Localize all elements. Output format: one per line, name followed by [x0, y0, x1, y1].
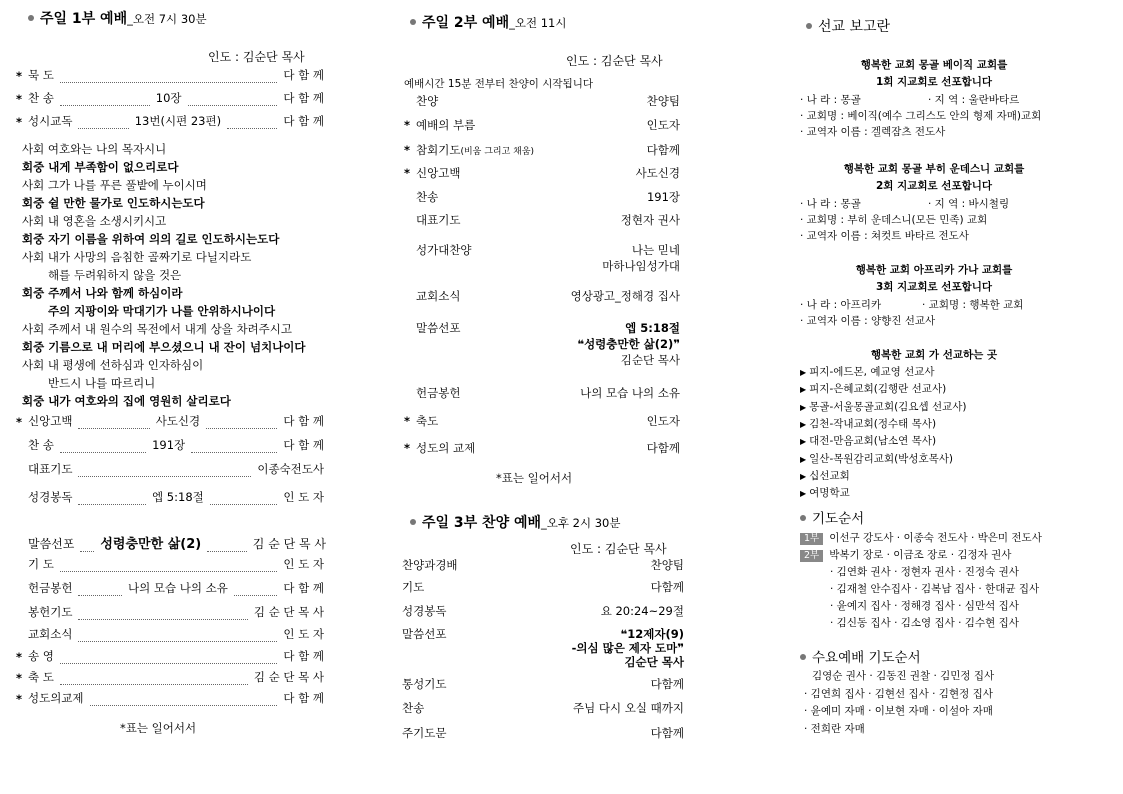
mission-detail: · 교회명 : 부히 운데스니(모든 민족) 교회: [800, 214, 988, 226]
bullet-dot-icon: [410, 19, 416, 25]
service1-footnote: *표는 일어서서: [120, 721, 197, 735]
order-label: [404, 385, 460, 401]
required-star: *: [16, 92, 23, 106]
order-detail: 나의 모습 나의 소유: [127, 581, 228, 595]
order-label-text: 교회소식: [416, 289, 461, 303]
reading-line: 사회 주께서 내 원수의 목전에서 내게 상을 차려주시고: [22, 322, 292, 336]
order-value: 인도자: [646, 414, 680, 428]
prayer-names: · 김연화 권사 · 정현자 권사 · 진정숙 권사: [830, 566, 1019, 578]
order-label: [404, 413, 438, 429]
order-label: [404, 320, 460, 336]
reading-line: 사회 그가 나를 푸른 풀밭에 누이시며: [22, 178, 207, 192]
order-label-text: 대표기도: [416, 213, 461, 227]
required-star: *: [16, 692, 23, 706]
order-label: 송 영: [28, 649, 54, 663]
bullet-dot-icon: [800, 515, 806, 521]
service2-time: _오전 11시: [509, 16, 567, 30]
order-row: [16, 489, 324, 505]
order-value: 인 도 자: [283, 490, 324, 504]
supported-item-text: 피지-에드몬, 예교영 선교사: [809, 366, 935, 378]
prayer-names: · 김재철 안수집사 · 김복남 집사 · 한대균 집사: [830, 583, 1040, 595]
mission-subheadline: 2회 지교회로 선포합니다: [875, 180, 993, 192]
order-label-note: (비움 그리고 채움): [460, 147, 535, 157]
order-label-text: 신앙고백: [416, 166, 461, 180]
triangle-bullet-icon: ▶: [800, 454, 807, 464]
mission-report-title: [806, 16, 890, 36]
dot-leader: [210, 495, 278, 505]
dot-leader: [78, 632, 277, 642]
reading-line: 회중 쉴 만한 물가로 인도하시는도다: [22, 196, 205, 210]
prayer-names: · 김신동 집사 · 김소영 집사 · 김수현 집사: [830, 617, 1019, 629]
mission-detail: · 나 라 : 몽골: [800, 198, 861, 210]
supported-item: [800, 451, 953, 466]
service-badge: 2부: [800, 550, 823, 562]
order-value: 나는 믿네: [631, 243, 680, 257]
dot-leader: [78, 119, 128, 129]
order-value: 마하나임성가대: [602, 259, 680, 273]
mission-detail: · 지 역 : 울란바타르: [928, 94, 1020, 106]
supported-item: [800, 468, 850, 483]
order-value: 찬양팀: [646, 94, 680, 108]
order-row: [16, 67, 324, 83]
required-star: *: [404, 166, 411, 180]
required-star: *: [16, 69, 23, 83]
wednesday-prayer-row: · 전희란 자매: [804, 722, 865, 735]
order-label: 찬 송: [28, 438, 54, 452]
reading-line: 주의 지팡이와 막대기가 나를 안위하시나이다: [48, 304, 276, 318]
order-value: 다 함 께: [283, 91, 325, 105]
order-label: 대표기도: [28, 462, 73, 476]
order-label: 교회소식: [28, 627, 73, 641]
order-value: 사도신경: [635, 166, 680, 180]
dot-leader: [78, 586, 122, 596]
service1-title: [28, 8, 207, 28]
service2-footnote: *표는 일어서서: [496, 471, 573, 485]
prayer-names: 박복기 장로 · 이금조 장로 · 김정자 권사: [829, 549, 1012, 561]
mission-detail: · 교역자 이름 : 겔렉잠츠 전도사: [800, 126, 946, 138]
order-value: 191장: [646, 190, 680, 204]
order-detail: 사도신경: [155, 414, 201, 428]
mission-subheadline: 1회 지교회로 선포합니다: [875, 76, 993, 88]
order-label: [404, 440, 475, 456]
order-value: 요 20:24~29절: [600, 604, 684, 618]
mission-detail: · 나 라 : 몽골: [800, 94, 861, 106]
reading-line: 회중 자기 이름을 위하여 의의 길로 인도하시는도다: [22, 232, 280, 246]
supported-item-text: 십선교회: [809, 469, 850, 482]
supported-item: [800, 364, 935, 379]
sermon-preacher: 김 순 단 목 사: [252, 537, 326, 551]
dot-leader: [206, 419, 277, 429]
dot-leader: [188, 96, 278, 106]
bullet-dot-icon: [800, 654, 806, 660]
wednesday-prayer-row: · 김연희 집사 · 김현선 집사 · 김현정 집사: [804, 687, 993, 700]
mission-subheadline: 3회 지교회로 선포합니다: [875, 281, 993, 293]
supported-item: [800, 416, 936, 431]
order-label: 주기도문: [402, 726, 447, 740]
order-value: 인 도 자: [283, 557, 324, 571]
order-value: 나의 모습 나의 소유: [580, 386, 680, 400]
order-value: 다 함 께: [283, 691, 324, 705]
order-detail: 엡 5:18절: [152, 490, 204, 504]
order-row: [16, 461, 324, 477]
mission-detail: · 나 라 : 아프리카: [800, 299, 882, 311]
order-row: [16, 604, 324, 620]
order-label: 축 도: [28, 670, 54, 684]
order-value: ❝성령충만한 삶(2)❞: [577, 337, 680, 351]
order-label: 봉헌기도: [28, 605, 73, 619]
wednesday-prayer-row: · 윤예미 자매 · 이보현 자매 · 이설아 자매: [804, 705, 993, 717]
wednesday-prayer-title-text: 수요예배 기도순서: [812, 650, 921, 666]
dot-leader: [227, 119, 277, 129]
order-label: 성시교독: [28, 114, 73, 128]
service1-title-main: 주일 1부 예배: [40, 11, 128, 27]
required-star: *: [404, 441, 411, 455]
order-label: 통성기도: [402, 677, 447, 691]
order-value: 인 도 자: [283, 627, 324, 641]
prayer-row: [830, 581, 1039, 596]
order-label: [404, 212, 460, 228]
order-label: 찬송: [402, 701, 425, 715]
prayer-row: [800, 547, 1011, 562]
triangle-bullet-icon: ▶: [800, 385, 807, 395]
order-row: [16, 626, 324, 642]
order-value: 다함께: [646, 143, 680, 157]
order-label: 성도의교제: [28, 691, 84, 705]
order-row: [16, 413, 324, 429]
supported-item-text: 김천-작내교회(정수태 목사): [809, 417, 937, 430]
order-label: 성경봉독: [28, 490, 73, 504]
order-value: 엡 5:18절: [625, 321, 680, 335]
supported-item-text: 피지-은혜교회(김행란 선교사): [809, 383, 947, 396]
order-value: 인도자: [646, 118, 680, 132]
order-value: 다 함 께: [283, 438, 325, 452]
dot-leader: [80, 542, 94, 552]
dot-leader: [60, 675, 248, 685]
order-label: 찬 송: [28, 91, 54, 105]
wednesday-prayer-row: 김영순 권사 · 김동진 권찰 · 김민정 집사: [812, 670, 995, 682]
supported-item: [800, 485, 850, 500]
supported-item-text: 몽골-서울몽골교회(김요셉 선교사): [809, 400, 967, 413]
order-value: 다함께: [650, 580, 684, 594]
triangle-bullet-icon: ▶: [800, 489, 807, 499]
required-star: *: [16, 671, 23, 685]
order-label-text: 찬양: [416, 94, 439, 108]
reading-line: 사회 여호와는 나의 목자시니: [22, 142, 167, 156]
supported-item-text: 일산-목원감리교회(박성호목사): [809, 452, 953, 465]
dot-leader: [234, 586, 278, 596]
dot-leader: [78, 419, 149, 429]
prayer-names: 이선구 강도사 · 이종숙 전도사 · 박은미 전도사: [829, 532, 1042, 544]
order-label: [404, 142, 534, 158]
sermon-title: 성령충만한 삶(2): [100, 537, 202, 552]
order-row: [16, 690, 324, 706]
service2-title: [410, 12, 566, 32]
order-value: 김순단 목사: [624, 655, 684, 669]
order-value: 영상광고_정해경 집사: [570, 289, 680, 303]
order-label: 기 도: [28, 557, 54, 571]
order-detail: 10장: [155, 91, 182, 105]
dot-leader: [207, 542, 247, 552]
dot-leader: [78, 467, 251, 477]
order-row: [16, 648, 324, 664]
order-value: 김 순 단 목 사: [253, 605, 324, 619]
order-value: 다함께: [650, 677, 684, 691]
service3-time: _오후 2시 30분: [541, 516, 621, 530]
order-label-text: 참회기도: [416, 143, 461, 157]
mission-report-title-text: 선교 보고란: [818, 19, 891, 35]
mission-headline: 행복한 교회 몽골 부히 운데스니 교회를: [843, 163, 1025, 175]
service3-title: [410, 512, 620, 532]
dot-leader: [60, 562, 277, 572]
prayer-order-title-text: 기도순서: [812, 511, 865, 527]
reading-line: 회중 내가 여호와의 집에 영원히 살리로다: [22, 394, 231, 408]
order-row: [16, 90, 324, 106]
order-label: 묵 도: [28, 68, 54, 82]
triangle-bullet-icon: ▶: [800, 402, 807, 412]
required-star: *: [16, 650, 23, 664]
order-label-text: 예배의 부름: [416, 118, 476, 132]
reading-line: 회중 기름으로 내 머리에 부으셨으니 내 잔이 넘치나이다: [22, 340, 306, 354]
required-star: *: [404, 414, 411, 428]
service2-leader: 인도 : 김순단 목사: [566, 54, 663, 68]
mission-detail: · 교회명 : 베이직(예수 그리스도 안의 형제 자매)교회: [800, 110, 1042, 122]
order-label-text: 말씀선포: [416, 321, 461, 335]
order-value: 다 함 께: [283, 414, 325, 428]
prayer-row: [830, 615, 1019, 630]
order-label: 성경봉독: [402, 604, 447, 618]
required-star: *: [16, 415, 23, 429]
order-row: [16, 113, 324, 129]
reading-line: 사회 내 영혼을 소생시키시고: [22, 214, 167, 228]
prayer-order-title: [800, 507, 864, 527]
mission-headline: 행복한 교회 몽골 베이직 교회를: [860, 59, 1008, 71]
bullet-dot-icon: [28, 15, 34, 21]
order-row: [16, 437, 324, 453]
responsive-reading: [22, 140, 306, 410]
prayer-row: [830, 598, 1019, 613]
required-star: *: [404, 118, 411, 132]
service1-sermon: [28, 533, 326, 552]
order-value: 주님 다시 오실 때까지: [573, 701, 684, 715]
dot-leader: [60, 96, 150, 106]
order-label: 신앙고백: [28, 414, 73, 428]
dot-leader: [60, 73, 277, 83]
order-label: [404, 165, 460, 181]
order-label-text: 성가대찬양: [416, 243, 472, 257]
order-row: [16, 669, 324, 685]
bullet-dot-icon: [410, 519, 416, 525]
supported-item: [800, 399, 966, 414]
reading-line: 회중 내게 부족함이 없으리로다: [22, 160, 179, 174]
service3-leader: 인도 : 김순단 목사: [570, 542, 667, 556]
order-row: [16, 580, 324, 596]
service2-title-main: 주일 2부 예배: [422, 15, 510, 31]
reading-line: 사회 내 평생에 선하심과 인자하심이: [22, 358, 204, 372]
order-label-text: 찬송: [416, 190, 439, 204]
order-value: 이종숙전도사: [257, 462, 324, 476]
order-label: 말씀선포: [402, 627, 447, 641]
required-star: *: [16, 115, 23, 129]
supported-item: [800, 381, 946, 396]
wednesday-prayer-title: [800, 646, 921, 666]
required-star: *: [404, 143, 411, 157]
order-value: 김 순 단 목 사: [253, 670, 324, 684]
order-value: 다함께: [650, 726, 684, 740]
dot-leader: [78, 610, 247, 620]
order-value: ❝12제자(9): [620, 627, 684, 641]
order-value: 다함께: [646, 441, 680, 455]
mission-detail: · 교역자 이름 : 양향진 선교사: [800, 315, 936, 327]
order-row: [16, 556, 324, 572]
order-label-text: 성도의 교제: [416, 441, 476, 455]
order-label: [404, 93, 438, 109]
supported-item-text: 대전-만음교회(남소연 목사): [809, 435, 937, 448]
order-value: 정현자 권사: [620, 213, 680, 227]
mission-detail: · 교회명 : 행복한 교회: [922, 299, 1024, 311]
reading-line: 해를 두려워하지 않을 것은: [48, 268, 182, 282]
order-label: 기도: [402, 580, 425, 594]
reading-line: 반드시 나를 따르리니: [48, 376, 156, 390]
bullet-dot-icon: [806, 23, 812, 29]
mission-detail: · 지 역 : 바시철링: [928, 198, 1010, 210]
order-label: [404, 117, 475, 133]
order-detail: 191장: [152, 438, 186, 452]
order-value: 김순단 목사: [620, 353, 680, 367]
prayer-row: [830, 564, 1019, 579]
dot-leader: [60, 654, 277, 664]
order-value: 다 함 께: [283, 114, 325, 128]
order-label-text: 축도: [416, 414, 439, 428]
order-value: -의심 많은 제자 도마❞: [571, 641, 684, 655]
service1-time: _오전 7시 30분: [127, 12, 207, 26]
dot-leader: [90, 696, 278, 706]
service1-leader: 인도 : 김순단 목사: [208, 50, 305, 64]
order-label: [404, 288, 460, 304]
mission-headline: 행복한 교회 아프리카 가나 교회를: [855, 264, 1013, 276]
order-value: 다 함 께: [283, 649, 324, 663]
reading-line: 회중 주께서 나와 함께 하심이라: [22, 286, 183, 300]
prayer-row: [800, 530, 1042, 545]
supported-item-text: 여명학교: [809, 487, 850, 500]
triangle-bullet-icon: ▶: [800, 437, 807, 447]
supported-title: 행복한 교회 가 선교하는 곳: [870, 349, 998, 361]
supported-item: [800, 433, 936, 448]
triangle-bullet-icon: ▶: [800, 368, 807, 377]
dot-leader: [60, 443, 146, 453]
mission-detail: · 교역자 이름 : 쳐컷트 바타르 전도사: [800, 230, 969, 242]
service2-note: 예배시간 15분 전부터 찬양이 시작됩니다: [404, 78, 593, 90]
dot-leader: [191, 443, 277, 453]
order-value: 다 함 께: [283, 581, 325, 595]
order-value: 다 함 께: [283, 68, 324, 82]
service-badge: 1부: [800, 533, 823, 545]
order-label: [404, 242, 472, 258]
reading-line: 사회 내가 사망의 음침한 골짜기로 다닐지라도: [22, 250, 252, 264]
order-label-text: 헌금봉헌: [416, 386, 461, 400]
order-label: 헌금봉헌: [28, 581, 73, 595]
dot-leader: [78, 495, 146, 505]
order-label: [404, 189, 438, 205]
triangle-bullet-icon: ▶: [800, 471, 807, 481]
order-value: 찬양팀: [650, 558, 684, 572]
order-detail: 13번(시편 23편): [134, 114, 222, 128]
triangle-bullet-icon: ▶: [800, 419, 807, 429]
order-label: 찬양과경배: [402, 558, 458, 572]
service3-title-main: 주일 3부 찬양 예배: [422, 515, 542, 531]
prayer-names: · 윤예지 집사 · 정해경 집사 · 심만석 집사: [830, 600, 1019, 612]
sermon-label: 말씀선포: [28, 537, 75, 551]
